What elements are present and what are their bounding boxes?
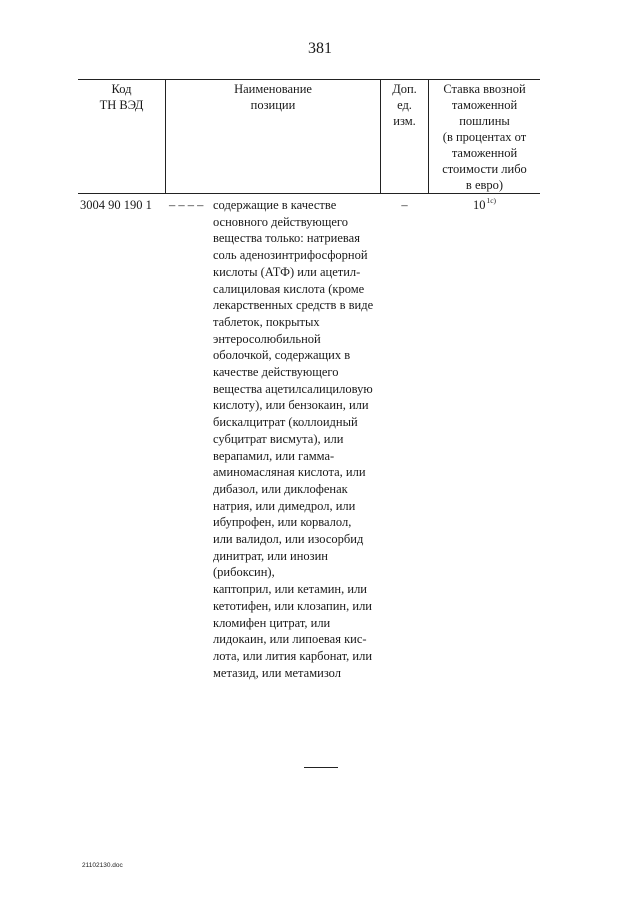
description-line: кломифен цитрат, или <box>213 615 331 630</box>
hierarchy-dashes: – – – – <box>169 198 204 212</box>
description-line: лидокаин, или липоевая кис- <box>213 632 367 647</box>
description-line: содержащие в качестве <box>213 198 337 212</box>
description-line: основного действующего <box>213 214 348 229</box>
description-line: энтеросолюбильной <box>213 331 321 346</box>
header-rate: Ставка ввозной таможенной пошлины (в процентах от таможенной стоимости либо в евро) <box>442 82 527 192</box>
description-line: (рибоксин), <box>213 565 275 580</box>
description-line: соль аденозинтрифосфорной <box>213 248 368 263</box>
description-line: лота, или лития карбонат, или <box>213 648 373 663</box>
page-number: 381 <box>308 40 332 57</box>
rate-value: 10 <box>472 198 486 212</box>
description-line: динитрат, или инозин <box>213 548 328 563</box>
row-rate <box>429 197 540 214</box>
description-line: кетотифен, или клозапин, или <box>213 598 372 613</box>
description-line: субцитрат висмута), или <box>213 431 344 446</box>
description-line: вещества ацетилсалициловую <box>213 381 373 396</box>
row-code: 3004 90 190 1 <box>80 198 152 212</box>
header-bottom-rule <box>78 193 540 194</box>
footer-filename: 21102130.doc <box>82 862 123 869</box>
row-unit: – <box>401 198 408 212</box>
description-line: таблеток, покрытых <box>213 314 320 329</box>
table-top-rule <box>78 79 540 80</box>
end-separator <box>304 767 338 768</box>
description-line: лекарственных средств в виде <box>213 298 374 313</box>
header-code: Код ТН ВЭД <box>99 82 144 112</box>
description-line: бискалцитрат (коллоидный <box>213 415 358 430</box>
header-unit: Доп. ед. изм. <box>392 82 417 128</box>
description-line: верапамил, или гамма- <box>213 448 335 463</box>
row-description <box>169 197 374 681</box>
description-line: каптоприл, или кетамин, или <box>213 582 367 597</box>
description-line: вещества только: натриевая <box>213 231 360 246</box>
description-line: аминомасляная кислота, или <box>213 465 366 480</box>
description-line: ибупрофен, или корвалол, <box>213 515 352 530</box>
description-line: дибазол, или диклофенак <box>213 481 348 496</box>
description-line: кислоту), или бензокаин, или <box>213 398 369 413</box>
rate-footnote: 1c) <box>486 196 497 205</box>
description-line: или валидол, или изосорбид <box>213 532 364 547</box>
description-line: кислоты (АТФ) или ацетил- <box>213 264 361 279</box>
description-line: качестве действующего <box>213 365 339 380</box>
header-name: Наименование позиции <box>234 82 312 112</box>
description-line: салициловая кислота (кроме <box>213 281 365 296</box>
description-line: натрия, или димедрол, или <box>213 498 356 513</box>
description-line: метазид, или метамизол <box>213 665 342 680</box>
description-line: оболочкой, содержащих в <box>213 348 351 363</box>
